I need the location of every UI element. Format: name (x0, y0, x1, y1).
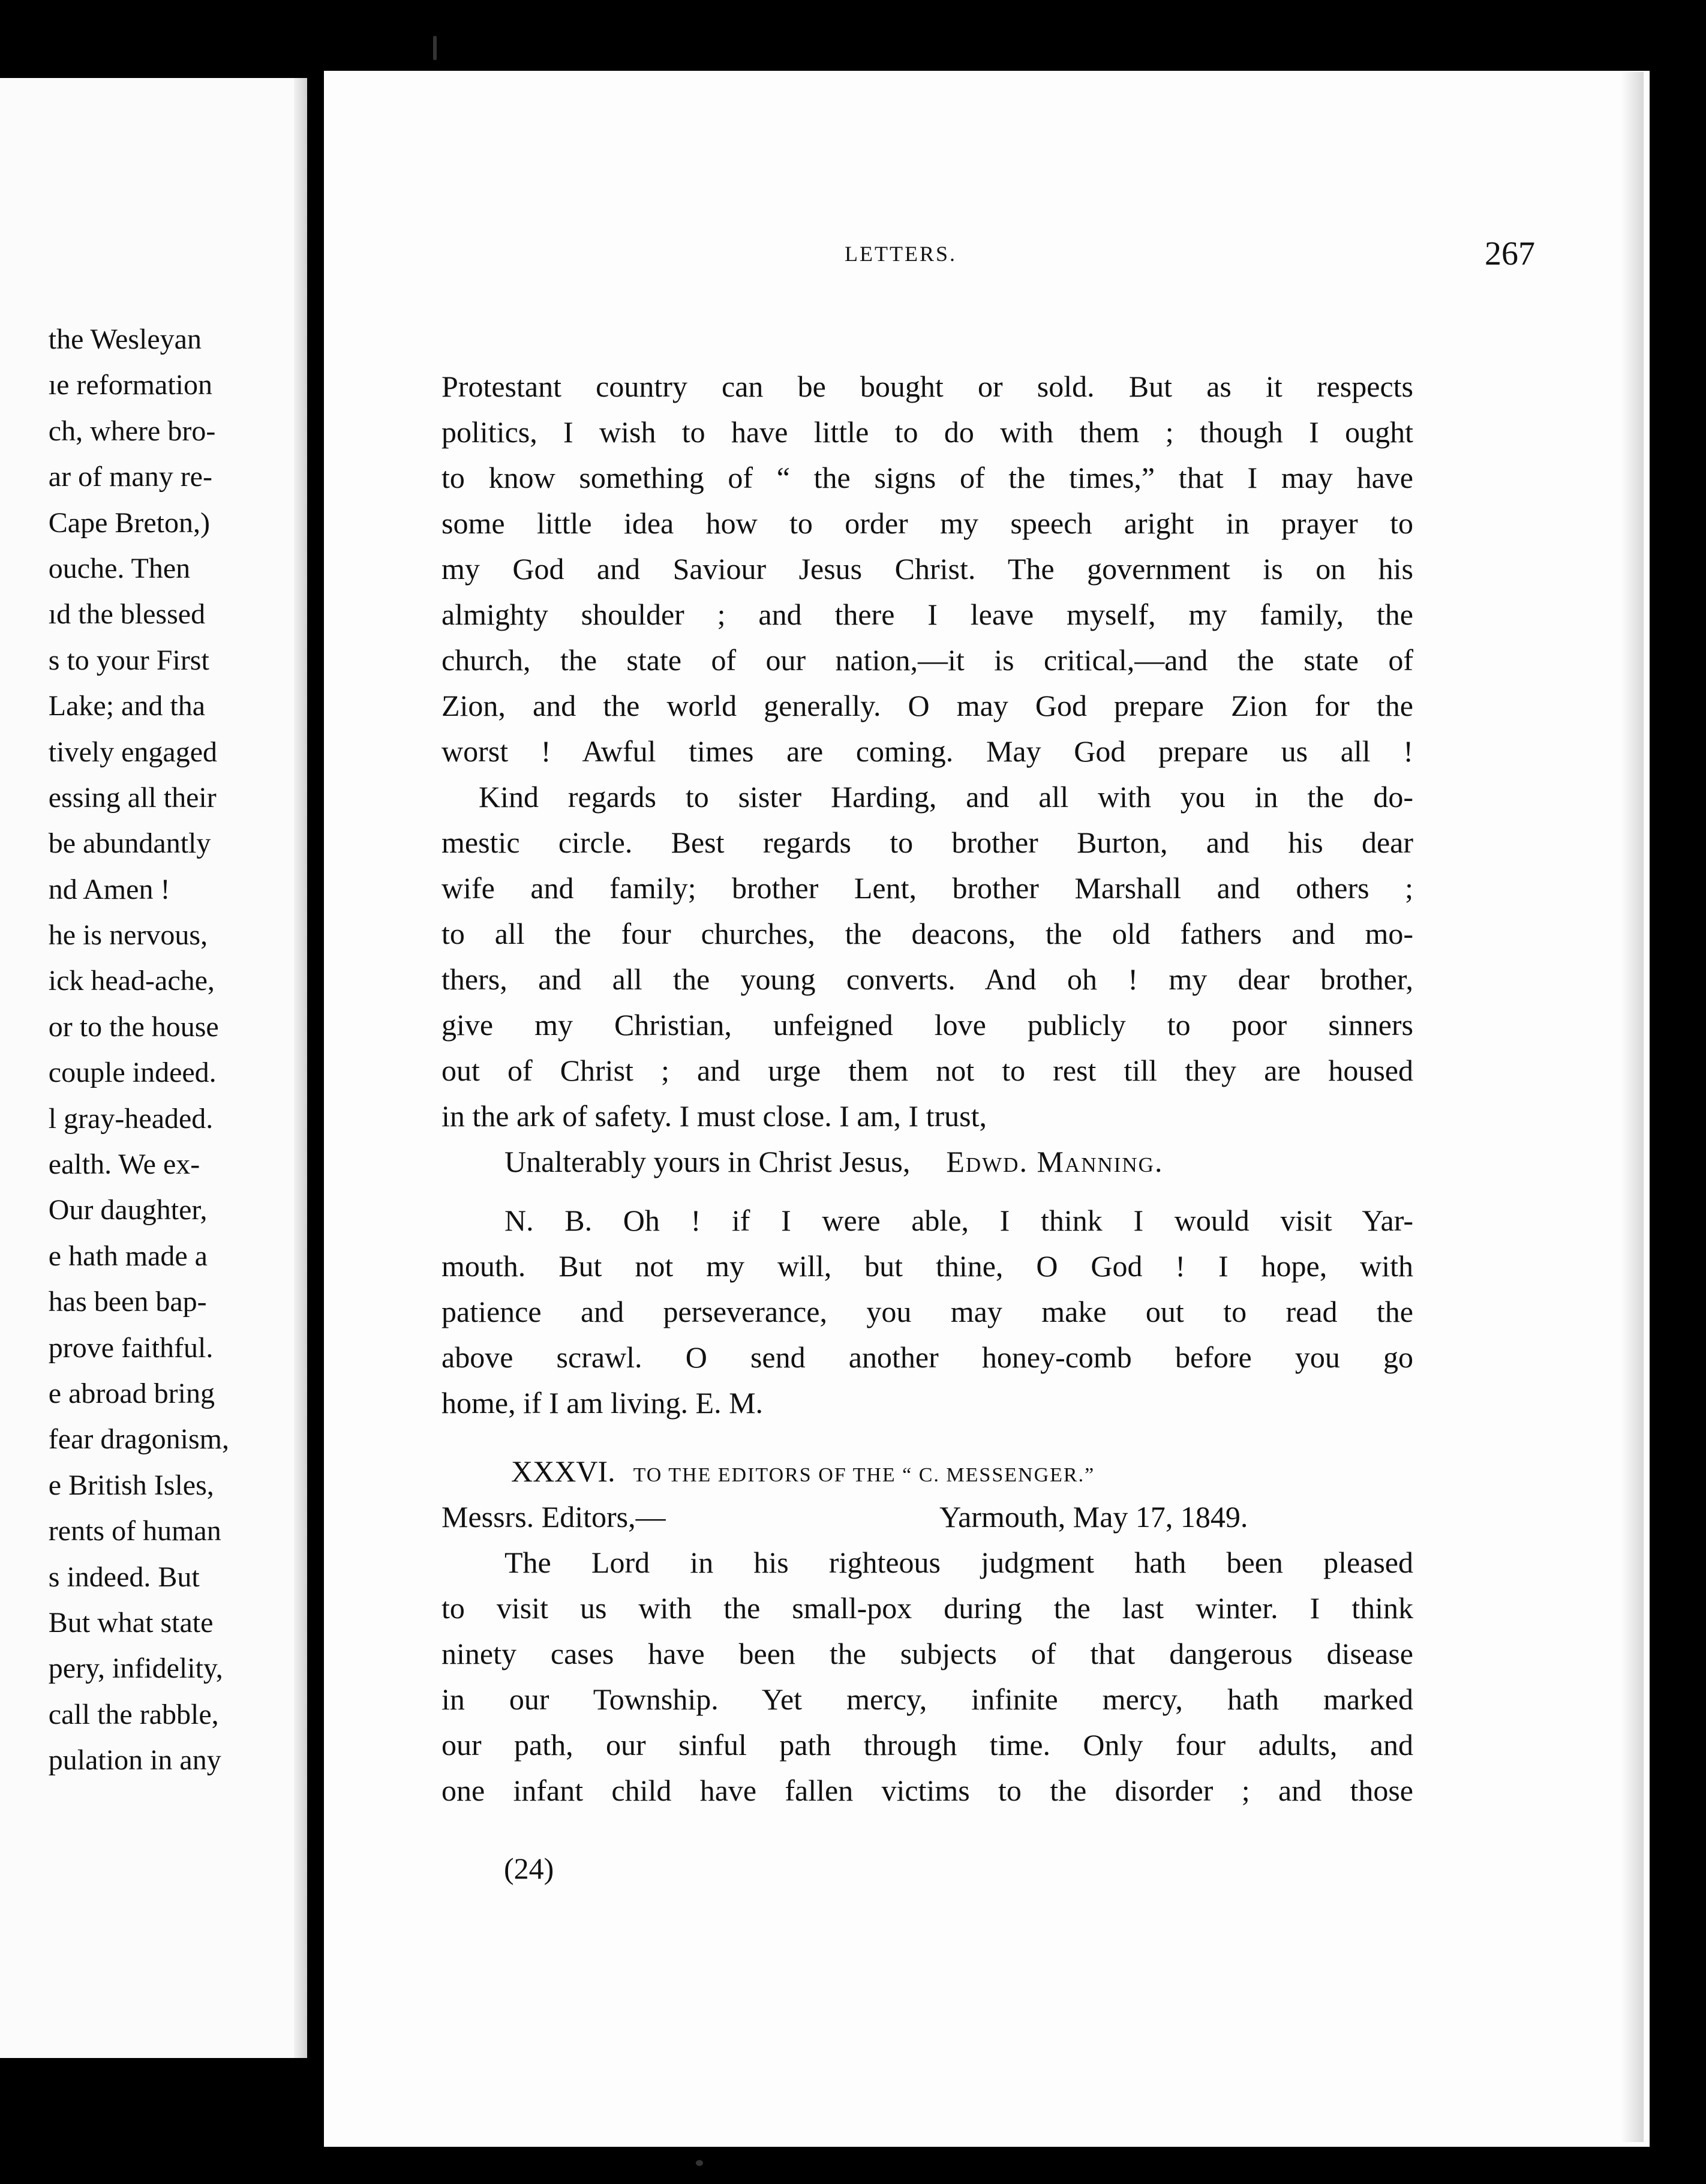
left-page-line: e British Isles, (48, 1469, 214, 1501)
left-page-line: pulation in any (48, 1744, 221, 1777)
left-page-line: or to the house (48, 1010, 219, 1043)
text-line: in the ark of safety. I must close. I am, I trust, (441, 1099, 987, 1133)
ink-speck (696, 2160, 703, 2166)
left-page-line: Lake; and tha (48, 690, 205, 722)
text-line: home, if I am living. E. M. (441, 1386, 764, 1420)
left-page-line: nd Amen ! (48, 873, 170, 905)
left-page-line: has been bap- (48, 1286, 207, 1318)
left-page-line: e hath made a (48, 1240, 208, 1272)
text-line: thers, and all the young converts. And oh ! my dear brother, (441, 962, 1413, 996)
text-line: to visit us with the small-pox during the last winter. I think (441, 1591, 1413, 1625)
letter-heading (441, 1448, 1413, 1494)
left-page-line: Our daughter, (48, 1194, 208, 1226)
letter-number: XXXVI. (511, 1454, 615, 1488)
text-line: some little idea how to order my speech aright in prayer to (441, 506, 1413, 540)
text-line: ninety cases have been the subjects of that dangerous disease (441, 1637, 1413, 1670)
text-line: to all the four churches, the deacons, the old fathers and mo- (441, 917, 1413, 950)
left-page-line: fear dragonism, (48, 1423, 229, 1456)
left-page-line: couple indeed. (48, 1057, 217, 1089)
text-line: N. B. Oh ! if I were able, I think I would visit Yar- (504, 1204, 1413, 1237)
closing-phrase: Unalterably yours in Christ Jesus, (504, 1145, 911, 1178)
left-page (0, 78, 307, 2058)
text-line: politics, I wish to have little to do with them ; though I ought (441, 415, 1413, 449)
left-page-line: ch, where bro- (48, 415, 216, 447)
left-page-line: he is nervous, (48, 919, 208, 952)
text-line: in our Township. Yet mercy, infinite mercy, hath marked (441, 1682, 1413, 1716)
text-line: wife and family; brother Lent, brother Marshall and others ; (441, 871, 1413, 905)
text-line: give my Christian, unfeigned love publicly to poor sinners (441, 1008, 1413, 1042)
left-page-line: ıe reformation (48, 369, 212, 401)
text-line: mestic circle. Best regards to brother Burton, and his dear (441, 826, 1413, 859)
text-line: above scrawl. O send another honey-comb before you go (441, 1340, 1413, 1374)
left-page-line: s to your First (48, 644, 209, 676)
left-page-line: ick head-ache, (48, 965, 215, 997)
closing-signature-line (441, 1139, 1413, 1184)
text-line: out of Christ ; and urge them not to rest till they are housed (441, 1054, 1413, 1087)
left-page-line: pery, infidelity, (48, 1652, 223, 1685)
page-header (324, 230, 1650, 278)
text-line: mouth. But not my will, but thine, O God ! I hope, with (441, 1249, 1413, 1283)
left-page-line: tively engaged (48, 736, 218, 768)
signature-name: Edwd. Manning. (946, 1145, 1164, 1178)
page-number: 267 (1485, 235, 1535, 272)
left-page-line: rents of human (48, 1515, 221, 1547)
text-line: my God and Saviour Jesus Christ. The government is on his (441, 552, 1413, 586)
left-page-line: But what state (48, 1606, 214, 1639)
page-body (441, 364, 1413, 1813)
spacer (441, 1184, 1413, 1198)
left-page-edge (294, 78, 307, 2058)
text-line: almighty shoulder ; and there I leave myself, my family, the (441, 598, 1413, 631)
left-page-line: essing all their (48, 781, 217, 814)
text-line: The Lord in his righteous judgment hath been pleased (504, 1546, 1413, 1579)
salutation-line (441, 1494, 1413, 1540)
right-page (324, 71, 1650, 2147)
text-line: Zion, and the world generally. O may God prepare Zion for the (441, 689, 1413, 722)
left-page-line: ouche. Then (48, 552, 191, 584)
letter-heading-text: TO THE EDITORS OF THE “ C. MESSENGER.” (633, 1464, 1095, 1486)
left-page-line: ar of many re- (48, 461, 212, 493)
text-line: worst ! Awful times are coming. May God prepare us all ! (441, 734, 1413, 768)
left-page-line: be abundantly (48, 827, 211, 860)
left-page-line: prove faithful. (48, 1331, 214, 1364)
left-page-line: s indeed. But (48, 1561, 200, 1593)
text-line: to know something of “ the signs of the times,” that I may have (441, 461, 1413, 494)
left-page-line: ealth. We ex- (48, 1148, 200, 1181)
text-line: one infant child have fallen victims to the disorder ; and those (441, 1774, 1413, 1807)
text-line: patience and perseverance, you may make out to read the (441, 1295, 1413, 1328)
salutation: Messrs. Editors,— (441, 1500, 666, 1534)
running-title: LETTERS. (845, 242, 957, 266)
text-line: our path, our sinful path through time. Only four adults, and (441, 1728, 1413, 1762)
left-page-line: call the rabble, (48, 1698, 219, 1730)
left-page-line: Cape Breton,) (48, 506, 211, 539)
left-page-line: l gray-headed. (48, 1102, 214, 1135)
right-page-edge (1620, 72, 1644, 2142)
text-line: Protestant country can be bought or sold. But as it respects (441, 370, 1413, 403)
paper-tear-mark (433, 36, 437, 60)
left-page-line: ıd the blessed (48, 598, 206, 631)
spacer (441, 1426, 1413, 1448)
text-line: Kind regards to sister Harding, and all with you in the do- (479, 780, 1413, 814)
text-line: church, the state of our nation,—it is critical,—and the state of (441, 643, 1413, 677)
printer-signature-mark: (24) (504, 1852, 554, 1885)
left-page-text (49, 317, 229, 1784)
left-page-line: the Wesleyan (48, 323, 202, 355)
place-date: Yarmouth, May 17, 1849. (939, 1500, 1248, 1534)
left-page-line: e abroad bring (48, 1377, 215, 1409)
